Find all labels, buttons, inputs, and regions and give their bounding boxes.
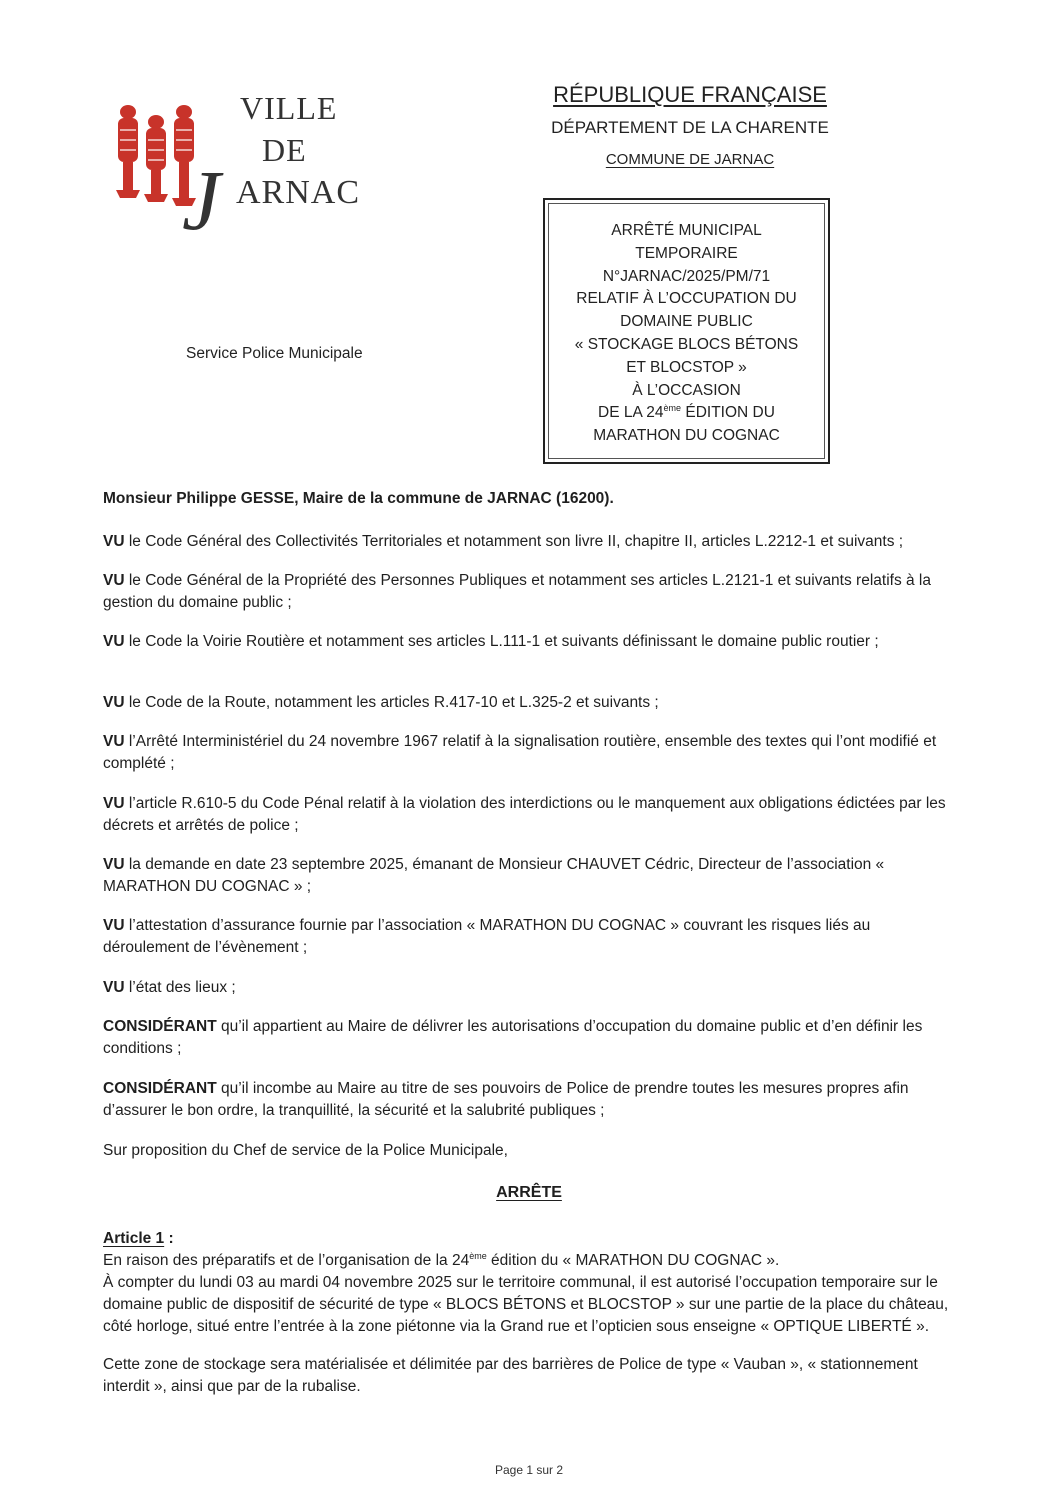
vu-paragraph	[103, 631, 958, 653]
vu-paragraph	[103, 570, 958, 614]
city-logo	[112, 90, 382, 248]
vu-text: la demande en date 23 septembre 2025, émanant de Monsieur CHAUVET Cédric, Directeur de l’association « MARATHON DU COGNAC » ;	[103, 856, 885, 895]
decree-title-line: ET BLOCSTOP »	[626, 358, 747, 376]
vu-label: VU	[103, 856, 125, 873]
vu-label: VU	[103, 979, 125, 996]
article-1-p1-text-b: édition du « MARATHON DU COGNAC ».	[486, 1252, 780, 1269]
republic-heading: RÉPUBLIQUE FRANÇAISE	[553, 82, 827, 107]
decree-title-line: MARATHON DU COGNAC	[593, 427, 780, 445]
article-1-paragraph-2: À compter du lundi 03 au mardi 04 novembre 2025 sur le territoire communal, il est autorisé l’occupation temporaire sur le domaine public de dispositif de sécurité de type « BLOCS BÉTONS et BLOCSTOP » sur une partie de la place du château, côté horloge, situé entre l’entrée à la zone piétonne via la Grand rue et l’opticien sous enseigne « OPTIQUE LIBERTÉ ».	[103, 1274, 949, 1335]
considerant-text: qu’il incombe au Maire au titre de ses pouvoirs de Police de prendre toutes les mesures propres afin d’assurer le bon ordre, la tranquillité, la sécurité et la salubrité publiques ;	[103, 1080, 909, 1119]
edition-text-a: DE LA 24	[598, 404, 664, 422]
department-heading: DÉPARTEMENT DE LA CHARENTE	[551, 118, 829, 137]
vu-text: l’article R.610-5 du Code Pénal relatif à la violation des interdictions ou le manquement aux obligations édictées par les décrets et arrêtés de police ;	[103, 795, 946, 834]
decree-title-line: « STOCKAGE BLOCS BÉTONS	[574, 335, 799, 353]
vu-text: le Code Général des Collectivités Territoriales et notamment son livre II, chapitre II, articles L.2212-1 et suivants ;	[124, 533, 904, 550]
vu-text: le Code Général de la Propriété des Personnes Publiques et notamment ses articles L.2121-1 et suivants relatifs à la gestion du domaine public ;	[103, 572, 931, 611]
vu-text: le Code de la Route, notamment les articles R.417-10 et L.325-2 et suivants ;	[124, 694, 659, 711]
vu-label: VU	[103, 795, 125, 812]
decree-title-line: RELATIF À L’OCCUPATION DU	[576, 290, 797, 308]
article-1-title-suffix: :	[164, 1230, 174, 1247]
vu-label: VU	[103, 917, 125, 934]
page-footer: Page 1 sur 2	[494, 1463, 564, 1477]
intro-text: Monsieur Philippe GESSE, Maire de la commune de JARNAC (16200).	[103, 490, 614, 507]
logo-word-j-initial: J	[182, 152, 222, 248]
article-1-title	[103, 1228, 958, 1250]
considerant-text: qu’il appartient au Maire de délivrer les autorisations d’occupation du domaine public et d’en définir les conditions ;	[103, 1018, 923, 1057]
article-1-p1-text-a: En raison des préparatifs et de l’organisation de la 24	[103, 1252, 470, 1269]
vu-label: VU	[103, 733, 125, 750]
article-1	[103, 1228, 958, 1398]
considerant-label: CONSIDÉRANT	[103, 1018, 217, 1035]
article-1-paragraph-1	[103, 1250, 958, 1272]
vu-paragraph	[103, 531, 958, 553]
decree-title-line	[545, 402, 828, 425]
considerant-paragraph	[103, 1016, 958, 1060]
decree-title-line: À L’OCCASION	[632, 381, 741, 399]
vu-paragraph	[103, 731, 958, 775]
article-1-paragraph-3: Cette zone de stockage sera matérialisée et délimitée par des barrières de Police de type « Vauban », « stationnement interdit », ainsi que par de la rubalise.	[103, 1356, 918, 1395]
article-1-title-text: Article 1	[103, 1230, 165, 1247]
service-label: Service Police Municipale	[186, 345, 363, 362]
vu-paragraph	[103, 977, 958, 999]
considerant-paragraph	[103, 1078, 958, 1122]
vu-text: l’Arrêté Interministériel du 24 novembre 1967 relatif à la signalisation routière, ensemble des textes qui l’ont modifié et complété ;	[103, 733, 937, 772]
vu-paragraph	[103, 793, 958, 837]
vu-label: VU	[103, 533, 125, 550]
edition-superscript: ème	[663, 403, 682, 414]
decree-title-line: ARRÊTÉ MUNICIPAL	[611, 222, 762, 239]
proposition-paragraph: Sur proposition du Chef de service de la Police Municipale,	[103, 1142, 508, 1159]
intro-paragraph	[103, 488, 958, 510]
decree-title-line: TEMPORAIRE	[635, 244, 738, 262]
vu-paragraph	[103, 915, 958, 959]
logo-word-arnac: ARNAC	[236, 174, 361, 211]
commune-heading: COMMUNE DE JARNAC	[605, 151, 775, 168]
decree-title-line: DOMAINE PUBLIC	[620, 313, 753, 331]
vu-paragraph	[103, 854, 958, 898]
vu-text: l’état des lieux ;	[124, 979, 236, 996]
vu-label: VU	[103, 572, 125, 589]
logo-word-de: DE	[262, 132, 307, 168]
logo-word-ville: VILLE	[240, 90, 338, 126]
decree-title-lines	[545, 220, 828, 448]
arrete-heading: ARRÊTE	[496, 1184, 562, 1201]
vu-text: le Code la Voirie Routière et notamment ses articles L.111-1 et suivants définissant le domaine public routier ;	[124, 633, 879, 650]
vu-label: VU	[103, 633, 125, 650]
vu-label: VU	[103, 694, 125, 711]
vu-paragraph	[103, 692, 958, 714]
edition-text-b: ÉDITION DU	[681, 404, 775, 422]
decree-title-box	[543, 198, 830, 464]
decree-number: N°JARNAC/2025/PM/71	[602, 267, 771, 285]
vu-text: l’attestation d’assurance fournie par l’association « MARATHON DU COGNAC » couvrant les risques liés au déroulement de l’évènement ;	[103, 917, 871, 956]
considerant-label: CONSIDÉRANT	[103, 1080, 217, 1097]
article-1-p1-superscript: ème	[469, 1251, 487, 1261]
